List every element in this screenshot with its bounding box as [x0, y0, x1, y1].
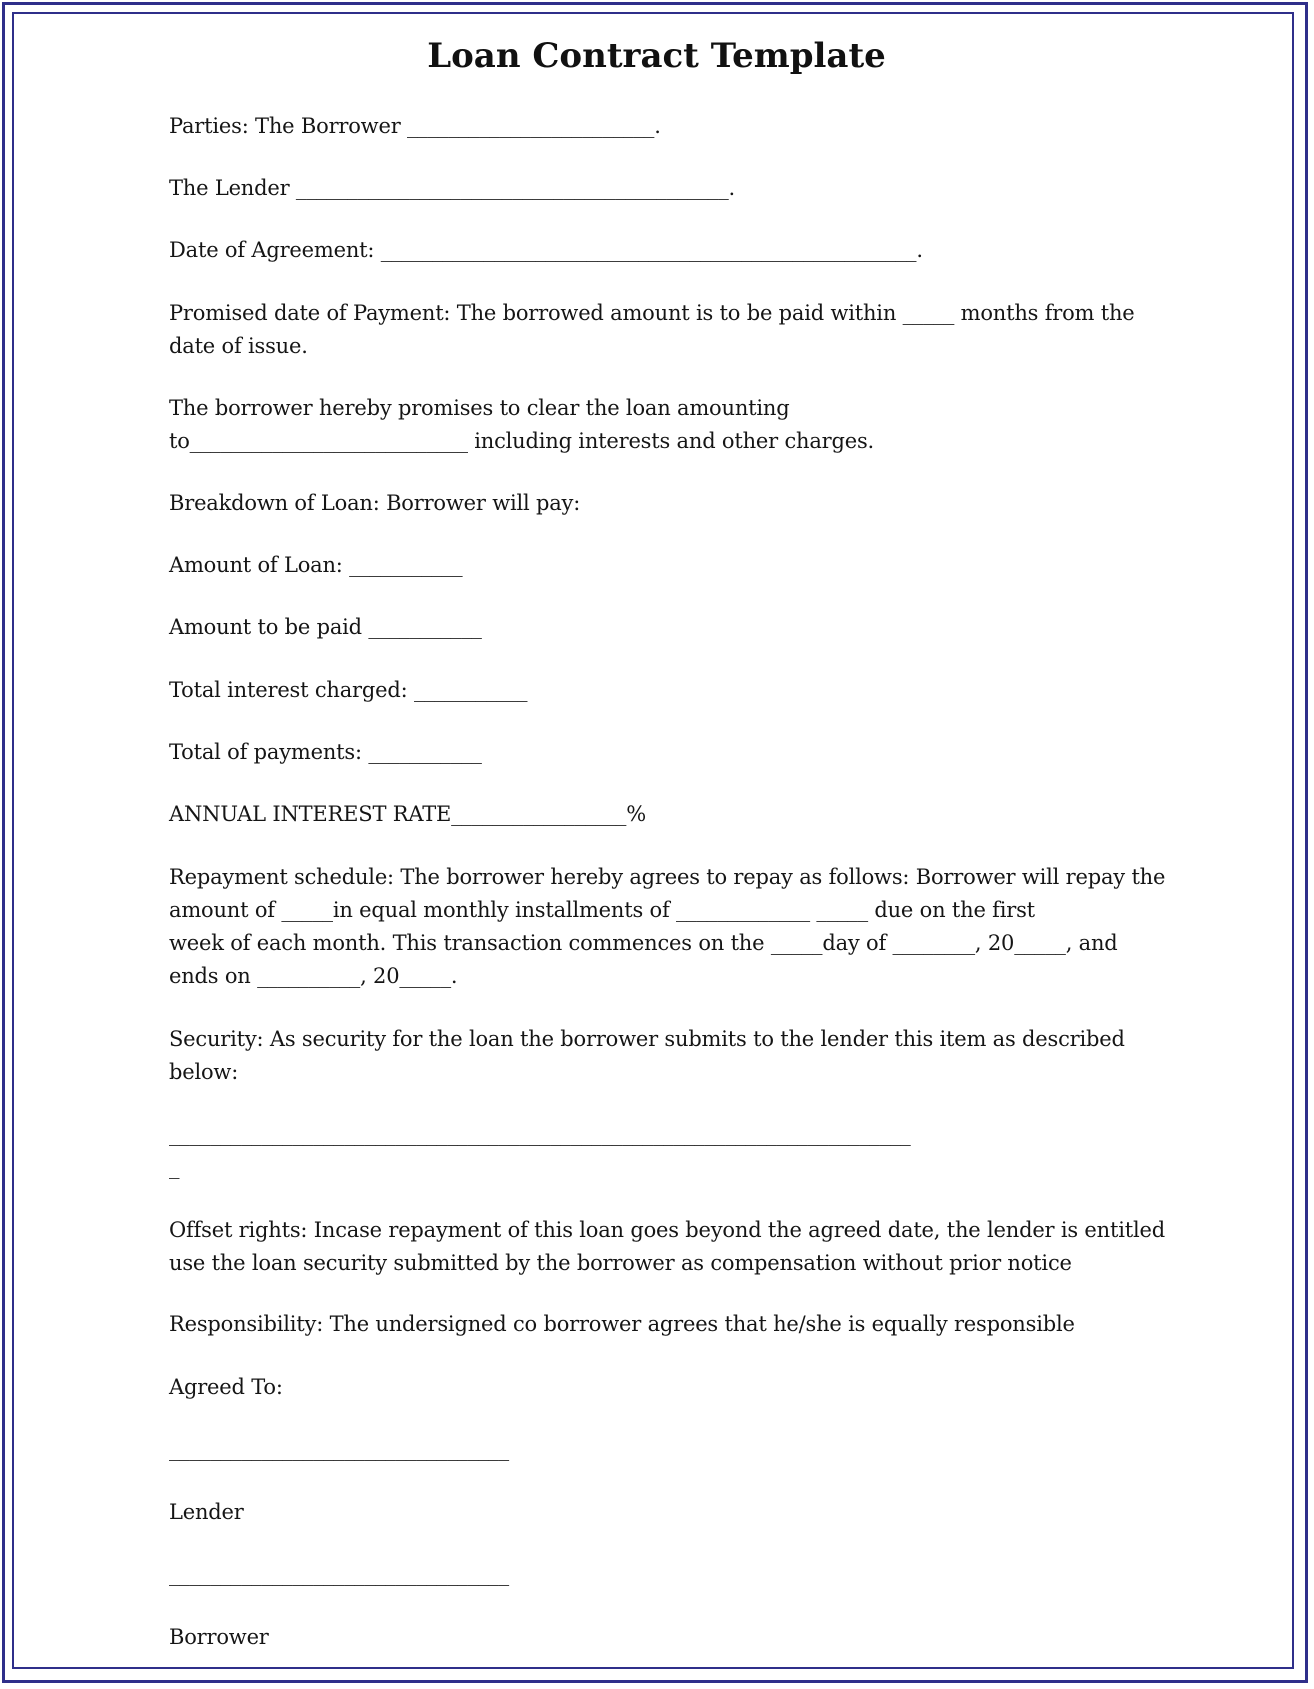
- repayment-schedule-paragraph: [169, 861, 1166, 993]
- paragraph-line: to___________________________ including interests and other charges.: [169, 429, 875, 453]
- borrower-label: Borrower: [169, 1625, 269, 1649]
- borrower-signature-line: _________________________________: [169, 1562, 509, 1586]
- security-description-blank: [169, 1118, 1149, 1184]
- paragraph-line: date of issue.: [169, 334, 308, 358]
- promise-clear-paragraph: [169, 392, 1149, 458]
- paragraph-line: below:: [169, 1060, 239, 1084]
- total-interest-field: Total interest charged: ___________: [169, 678, 528, 702]
- total-payments-field: Total of payments: ___________: [169, 740, 482, 764]
- paragraph-line: Promised date of Payment: The borrowed amount is to be paid within _____ months from the: [169, 301, 1135, 325]
- amount-to-be-paid-field: Amount to be paid ___________: [169, 615, 482, 639]
- breakdown-heading: Breakdown of Loan: Borrower will pay:: [169, 491, 581, 515]
- paragraph-line: Repayment schedule: The borrower hereby agrees to repay as follows: Borrower will repay the: [169, 865, 1166, 889]
- paragraph-line: Security: As security for the loan the borrower submits to the lender this item as described: [169, 1027, 1125, 1051]
- promised-payment-paragraph: [169, 297, 1149, 363]
- blank-line: _: [169, 1155, 180, 1179]
- paragraph-line: The borrower hereby promises to clear the loan amounting: [169, 396, 790, 420]
- blank-line: ________________________________________________________________________: [169, 1122, 911, 1146]
- paragraph-line: use the loan security submitted by the borrower as compensation without prior notice: [169, 1251, 1072, 1275]
- responsibility-clause: Responsibility: The undersigned co borrower agrees that he/she is equally responsible: [169, 1312, 1075, 1336]
- annual-interest-rate-field: ANNUAL INTEREST RATE_________________%: [169, 802, 646, 826]
- lender-field: The Lender __________________________________________.: [169, 176, 735, 200]
- parties-borrower-field: Parties: The Borrower ________________________.: [169, 114, 661, 138]
- date-of-agreement-field: Date of Agreement: ____________________________________________________.: [169, 238, 923, 262]
- paragraph-line: week of each month. This transaction commences on the _____day of ________, 20_____, and: [169, 931, 1118, 955]
- paragraph-line: Offset rights: Incase repayment of this loan goes beyond the agreed date, the lender is entitled: [169, 1218, 1165, 1242]
- paragraph-line: amount of _____in equal monthly installments of _____________ _____ due on the first: [169, 898, 1035, 922]
- paragraph-line: ends on __________, 20_____.: [169, 964, 458, 988]
- offset-rights-paragraph: [169, 1214, 1165, 1280]
- document-title: Loan Contract Template: [427, 36, 886, 76]
- security-paragraph: [169, 1023, 1149, 1089]
- agreed-to-label: Agreed To:: [169, 1375, 283, 1399]
- amount-of-loan-field: Amount of Loan: ___________: [169, 553, 463, 577]
- lender-signature-line: _________________________________: [169, 1437, 509, 1461]
- lender-label: Lender: [169, 1500, 244, 1524]
